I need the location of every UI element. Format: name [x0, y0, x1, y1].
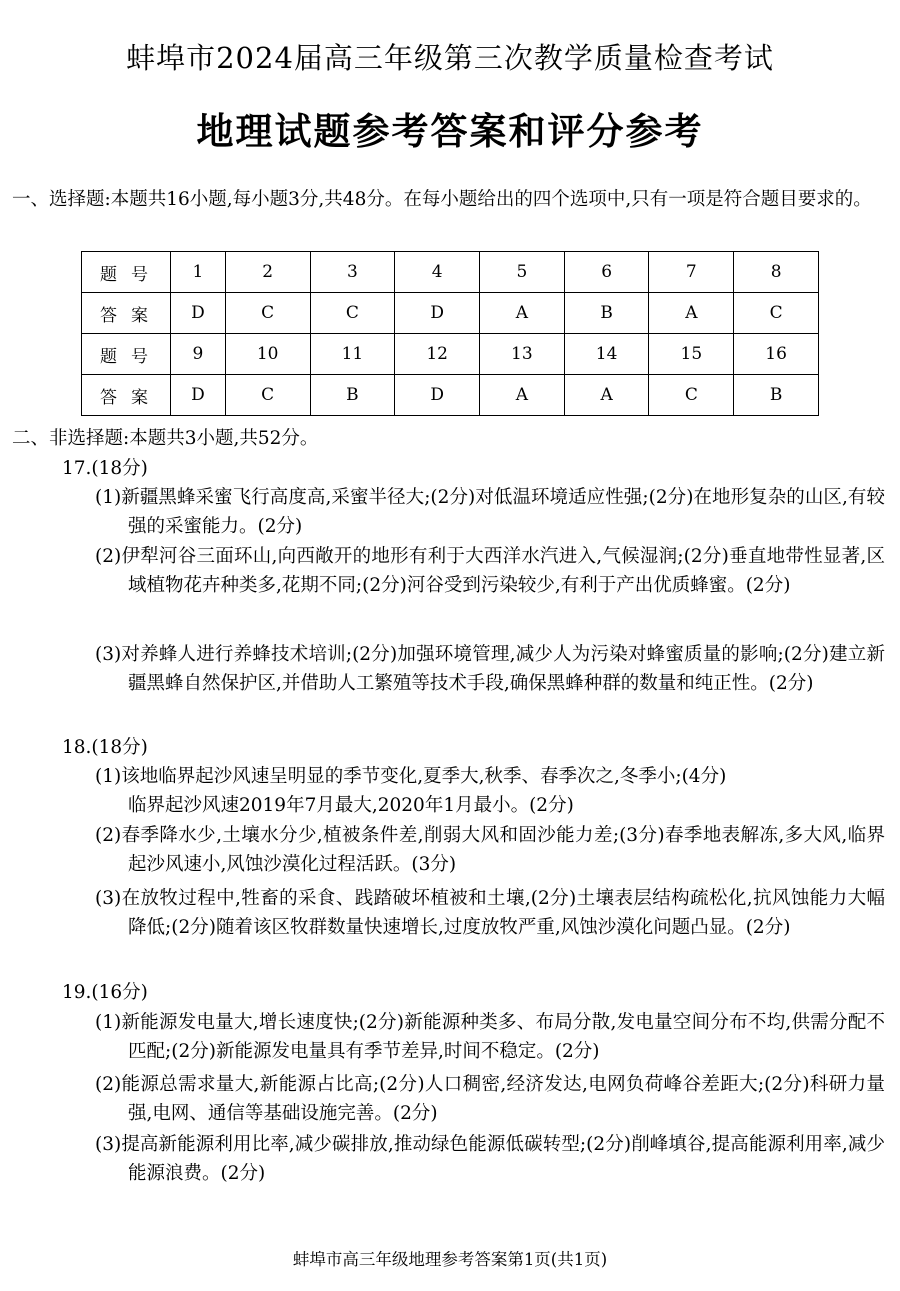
question-number: 2 — [225, 252, 310, 293]
question-number: 9 — [171, 334, 226, 375]
answer-cell: D — [395, 293, 480, 334]
answer-cell: A — [480, 293, 565, 334]
question-number: 1 — [171, 252, 226, 293]
question-18-heading: 18.(18分) — [62, 737, 148, 758]
question-number: 11 — [310, 334, 395, 375]
question-18-part-1-continued: 临界起沙风速2019年7月最大,2020年1月最小。(2分) — [128, 795, 574, 816]
question-19-part-1: (1)新能源发电量大,增长速度快;(2分)新能源种类多、布局分散,发电量空间分布不均,供需分配不匹配;(2分)新能源发电量具有季节差异,时间不稳定。(2分) — [95, 1012, 885, 1063]
question-19-part-3: (3)提高新能源利用比率,减少碳排放,推动绿色能源低碳转型;(2分)削峰填谷,提高能源利用率,减少能源浪费。(2分) — [95, 1134, 885, 1185]
answer-cell: C — [734, 293, 819, 334]
section1-intro: 一、选择题:本题共16小题,每小题3分,共48分。在每小题给出的四个选项中,只有一项是符合题目要求的。 — [12, 189, 872, 210]
question-18-part-1: (1)该地临界起沙风速呈明显的季节变化,夏季大,秋季、春季次之,冬季小;(4分) — [95, 766, 727, 787]
document-title: 地理试题参考答案和评分参考 — [196, 110, 704, 153]
question-number: 10 — [225, 334, 310, 375]
question-17-part-1: (1)新疆黑蜂采蜜飞行高度高,采蜜半径大;(2分)对低温环境适应性强;(2分)在地形复杂的山区,有较强的采蜜能力。(2分) — [95, 487, 885, 538]
answer-table — [81, 251, 819, 416]
question-18-part-2: (2)春季降水少,土壤水分少,植被条件差,削弱大风和固沙能力差;(3分)春季地表解冻,多大风,临界起沙风速小,风蚀沙漠化过程活跃。(3分) — [95, 825, 885, 876]
question-number: 5 — [480, 252, 565, 293]
table-row — [82, 252, 819, 293]
question-18-part-3: (3)在放牧过程中,牲畜的采食、践踏破坏植被和土壤,(2分)土壤表层结构疏松化,抗风蚀能力大幅降低;(2分)随着该区牧群数量快速增长,过度放牧严重,风蚀沙漠化问题凸显。(2分) — [95, 888, 885, 939]
answer-cell: A — [480, 375, 565, 416]
row-label-question: 题号 — [82, 334, 171, 375]
row-label-answer: 答案 — [82, 293, 171, 334]
question-19-part-2: (2)能源总需求量大,新能源占比高;(2分)人口稠密,经济发达,电网负荷峰谷差距大;(2分)科研力量强,电网、通信等基础设施完善。(2分) — [95, 1074, 885, 1125]
question-17-part-2: (2)伊犁河谷三面环山,向西敞开的地形有利于大西洋水汽进入,气候湿润;(2分)垂直地带性显著,区域植物花卉种类多,花期不同;(2分)河谷受到污染较少,有利于产出优质蜂蜜。(2分) — [95, 546, 885, 597]
question-number: 6 — [564, 252, 649, 293]
question-number: 7 — [649, 252, 734, 293]
page-footer: 蚌埠市高三年级地理参考答案第1页(共1页) — [292, 1250, 608, 1269]
exam-title: 蚌埠市2024届高三年级第三次教学质量检查考试 — [126, 41, 774, 75]
answer-cell: A — [649, 293, 734, 334]
row-label-answer: 答案 — [82, 375, 171, 416]
answer-cell: C — [225, 293, 310, 334]
question-number: 14 — [564, 334, 649, 375]
question-number: 3 — [310, 252, 395, 293]
question-19-heading: 19.(16分) — [62, 982, 148, 1003]
answer-cell: B — [310, 375, 395, 416]
question-number: 4 — [395, 252, 480, 293]
table-row — [82, 375, 819, 416]
answer-cell: D — [395, 375, 480, 416]
answer-cell: C — [649, 375, 734, 416]
answer-cell: C — [310, 293, 395, 334]
question-number: 16 — [734, 334, 819, 375]
question-17-part-3: (3)对养蜂人进行养蜂技术培训;(2分)加强环境管理,减少人为污染对蜂蜜质量的影响;(2分)建立新疆黑蜂自然保护区,并借助人工繁殖等技术手段,确保黑蜂种群的数量和纯正性。(2分) — [95, 644, 885, 695]
question-17-heading: 17.(18分) — [62, 458, 148, 479]
table-row — [82, 293, 819, 334]
answer-cell: B — [734, 375, 819, 416]
question-number: 15 — [649, 334, 734, 375]
question-number: 13 — [480, 334, 565, 375]
answer-cell: B — [564, 293, 649, 334]
row-label-question: 题号 — [82, 252, 171, 293]
question-number: 12 — [395, 334, 480, 375]
section2-intro: 二、非选择题:本题共3小题,共52分。 — [12, 428, 319, 449]
answer-cell: D — [171, 375, 226, 416]
table-row — [82, 334, 819, 375]
answer-cell: D — [171, 293, 226, 334]
answer-cell: A — [564, 375, 649, 416]
answer-cell: C — [225, 375, 310, 416]
question-number: 8 — [734, 252, 819, 293]
